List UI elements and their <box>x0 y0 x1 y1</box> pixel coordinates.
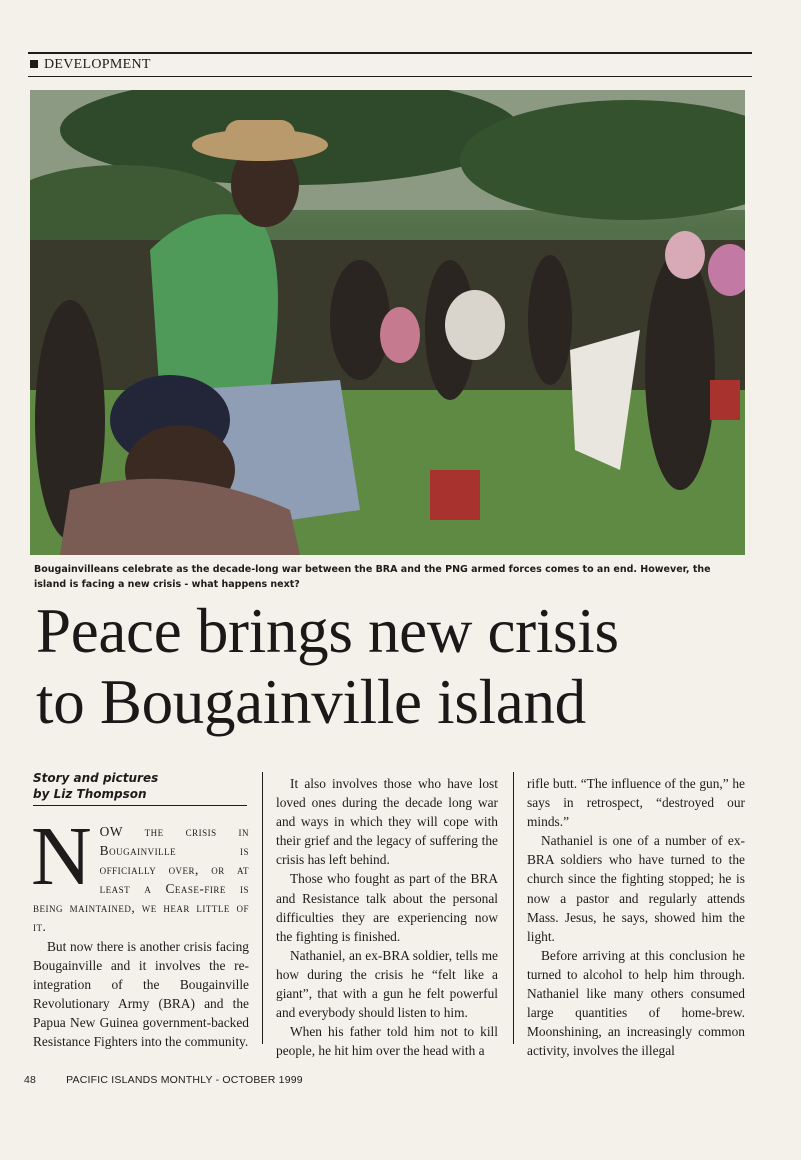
article-paragraph: When his father told him not to kill people, he hit him over the head with a <box>276 1024 498 1059</box>
byline <box>33 770 247 806</box>
article-paragraph: But now there is another crisis facing Bougainville and it involves the re-integration of the Bougainville Revolutionary Army (BRA) and the Papua New Guinea government-backed Resistance Fighters into the community. <box>33 938 249 1050</box>
byline-line-2: by Liz Thompson <box>33 787 147 801</box>
article-column-3 <box>527 774 745 1060</box>
column-divider <box>262 772 263 1044</box>
article-paragraph: rifle butt. “The influence of the gun,” he says in retrospect, “destroyed our minds.” <box>527 776 745 830</box>
article-column-1 <box>31 810 249 1051</box>
photo-caption: Bougainvilleans celebrate as the decade-long war between the BRA and the PNG armed forces comes to an end. However, the island is facing a new crisis - what happens next? <box>34 564 711 590</box>
header-rule-bottom <box>28 76 752 77</box>
article-paragraph <box>31 810 249 937</box>
drop-cap: N <box>31 810 92 903</box>
article-paragraph: Nathaniel is one of a number of ex-BRA soldiers who have turned to the church since the fighting stopped; he is now a pastor and regularly attends Mass. Jesus, he says, showed him the light. <box>527 833 745 944</box>
article-photo <box>30 90 745 555</box>
article-paragraph: Before arriving at this conclusion he turned to alcohol to help him through. Nathaniel like many others consumed large quantities of home-brew. Moonshining, an increasingly common activity, involves the illegal <box>527 947 745 1059</box>
article-paragraph: It also involves those who have lost loved ones during the decade long war and ways in which they will cope with their grief and the legacy of suffering the crisis has left behind. <box>276 776 498 868</box>
celebration-photo-illustration <box>30 90 745 555</box>
byline-line-1: Story and pictures <box>33 771 159 785</box>
square-bullet-icon <box>30 60 38 68</box>
article-headline <box>36 596 776 738</box>
page-footer <box>24 1074 303 1086</box>
column-divider <box>513 772 514 1044</box>
article-paragraph: Nathaniel, an ex-BRA soldier, tells me how during the crisis he “felt like a giant”, that with a gun he felt powerful and everybody should listen to him. <box>276 947 498 1021</box>
article-column-2 <box>276 774 498 1060</box>
publication-info: PACIFIC ISLANDS MONTHLY - OCTOBER 1999 <box>66 1074 303 1086</box>
lead-text: OW the crisis in Bougainville is officially over, or at least a Cease-fire is being maintained, we hear little of it. <box>33 824 249 935</box>
headline-line-1: Peace brings new crisis <box>36 596 619 666</box>
article-paragraph: Those who fought as part of the BRA and Resistance talk about the personal difficulties they are experiencing now the fighting is finished. <box>276 871 498 944</box>
headline-line-2: to Bougainville island <box>36 667 586 737</box>
section-label <box>30 57 151 73</box>
header-rule-top <box>28 52 752 54</box>
section-label-text: DEVELOPMENT <box>44 57 151 72</box>
page-number: 48 <box>24 1074 37 1086</box>
